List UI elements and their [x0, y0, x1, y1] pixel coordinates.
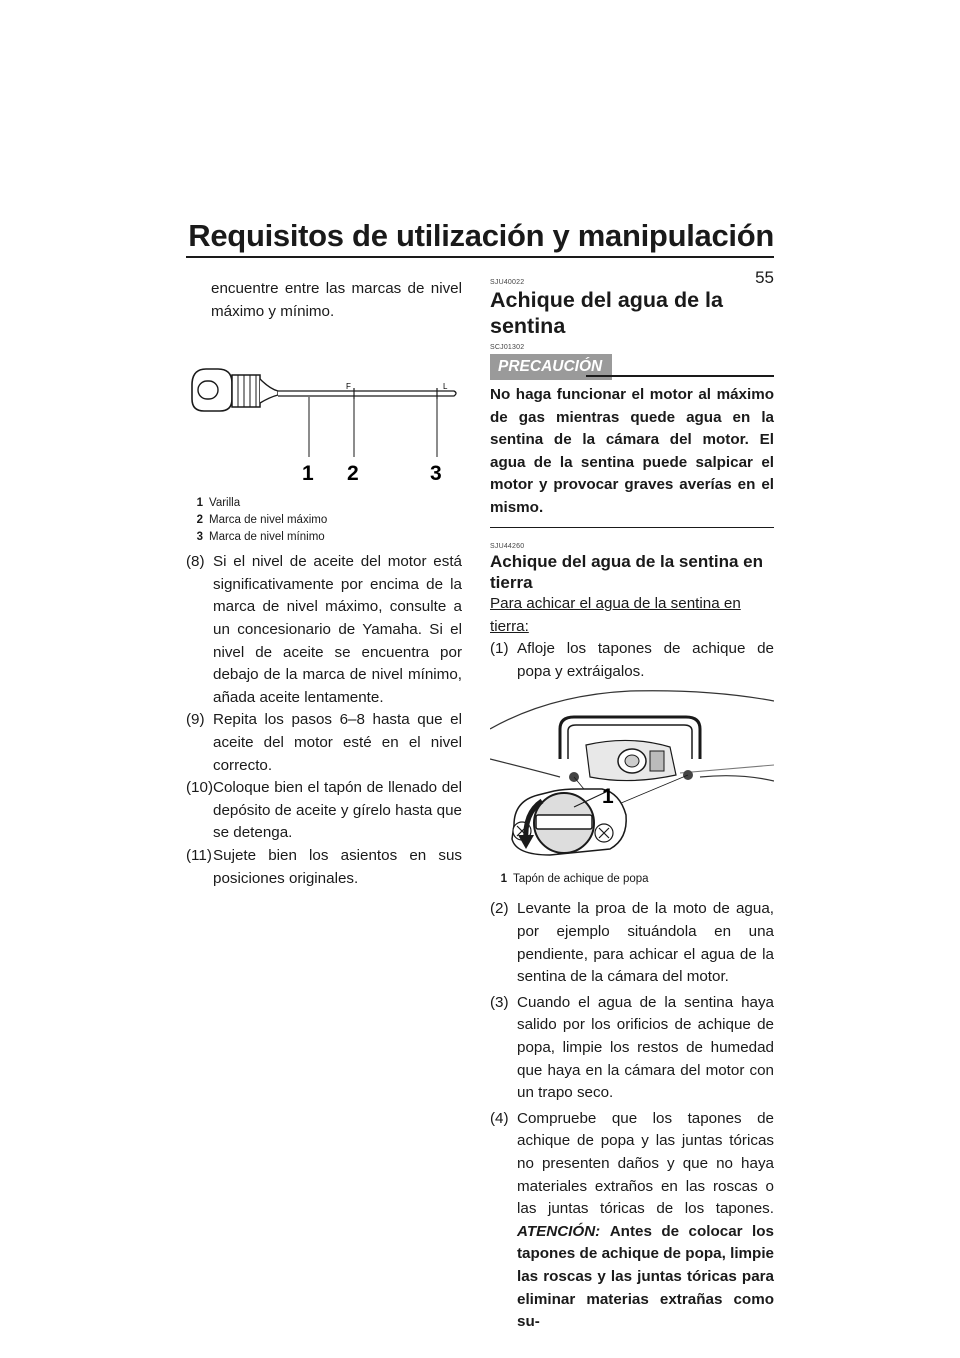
callout-number: 3	[196, 531, 203, 544]
callout-text: Varilla	[209, 497, 241, 510]
attention-text: Antes de colocar los tapones de achique de popa, limpie las roscas y las juntas tóricas para eliminar materias extrañas como su-	[517, 1222, 774, 1331]
step-text: Si el nivel de aceite del motor está significativamente por encima de la marca de nivel máximo, consulte a un concesionario de Yamaha. Si el nivel de aceite se encuentra por debajo de la marca de nivel mínimo, añada aceite lentamente.	[213, 553, 462, 706]
dipstick-illustration	[186, 339, 462, 485]
subsection-code: SJU44260	[490, 543, 525, 551]
figure-number-1: 1	[302, 462, 314, 486]
figure-number-3: 3	[430, 462, 442, 486]
page-number: 55	[755, 268, 774, 287]
step-item	[186, 777, 462, 845]
step-text: Compruebe que los tapones de achique de popa y las juntas tóricas no presenten daños y que no haya materiales extraños en las roscas o las juntas tóricas de los tapones.	[517, 1109, 774, 1218]
callout-number: 1	[196, 497, 203, 510]
figure-number-1: 1	[602, 785, 614, 809]
intro-text: encuentre entre las marcas de nivel máximo y mínimo.	[211, 280, 462, 320]
step-text: Sujete bien los asientos en sus posiciones originales.	[213, 846, 462, 887]
caution-badge: PRECAUCIÓN	[490, 354, 612, 380]
steps-list	[490, 898, 774, 1333]
callout-row	[186, 529, 462, 546]
callout-number: 2	[196, 514, 203, 527]
caution-code: SCJ01302	[490, 344, 525, 351]
dipstick-callouts	[186, 495, 462, 546]
step-number: (11)	[186, 846, 212, 864]
page-title: Requisitos de utilización y manipulación	[188, 218, 774, 253]
step-text: Repita los pasos 6–8 hasta que el aceite del motor esté en el nivel correcto.	[213, 711, 462, 774]
step-text: Coloque bien el tapón de llenado del depósito de aceite y gírelo hasta que se detenga.	[213, 779, 462, 842]
drain-plug-figure	[490, 689, 774, 873]
callout-row	[186, 512, 462, 529]
callout-text: Marca de nivel máximo	[209, 514, 328, 527]
step-number: (4)	[490, 1109, 509, 1127]
callout-text: Marca de nivel mínimo	[209, 531, 325, 544]
left-column	[186, 278, 462, 890]
callout-row	[186, 495, 462, 512]
subsection-title: Achique del agua de la sentina en tierra	[490, 552, 764, 593]
step-item	[490, 898, 774, 988]
step-number: (2)	[490, 900, 509, 918]
caution-text: No haga funcionar el motor al máximo de gas mientras quede agua en la sentina de la cámara del motor. El agua de la sentina puede salpicar el motor y provocar graves averías en el mismo.	[490, 386, 774, 516]
step-item	[490, 638, 774, 683]
step-item	[186, 709, 462, 777]
step-text: Afloje los tapones de achique de popa y extráigalos.	[517, 640, 774, 680]
caution-header	[490, 354, 774, 380]
caution-end-rule	[490, 527, 774, 529]
step-item	[186, 551, 462, 709]
section-title: Achique del agua de la sentina	[490, 288, 723, 338]
step-number: (10)	[186, 779, 214, 797]
dipstick-figure	[186, 339, 462, 485]
page-header	[186, 218, 774, 258]
callout-text: Tapón de achique de popa	[513, 873, 649, 886]
step-text: Levante la proa de la moto de agua, por ejemplo situándola en una pendiente, para achicar el agua de la sentina de la cámara del motor.	[517, 900, 774, 986]
callout-number: 1	[500, 873, 507, 886]
drain-plug-callouts	[490, 871, 774, 888]
step-number: (3)	[490, 993, 509, 1011]
step-text: Cuando el agua de la sentina haya salido por los orificios de achique de popa, limpie los restos de humedad que haya en la cámara del motor con un trapo seco.	[517, 993, 774, 1102]
section-code: SJU40022	[490, 279, 525, 286]
attention-label: ATENCIÓN:	[517, 1222, 601, 1240]
step-number: (9)	[186, 711, 205, 729]
step-number: (1)	[490, 640, 509, 658]
drain-plug-illustration	[490, 689, 774, 873]
mark-f: F	[346, 382, 351, 392]
right-column	[490, 278, 774, 1334]
caution-rule	[586, 375, 774, 377]
figure-number-2: 2	[347, 462, 359, 486]
header-rule	[186, 256, 774, 258]
lead-text: Para achicar el agua de la sentina en tierra:	[490, 595, 741, 635]
steps-list	[186, 551, 462, 890]
mark-l: L	[443, 382, 448, 392]
callout-row	[490, 871, 774, 888]
step-item	[186, 845, 462, 890]
step-number: (8)	[186, 553, 205, 571]
step-item	[490, 1108, 774, 1334]
step-item	[490, 992, 774, 1105]
